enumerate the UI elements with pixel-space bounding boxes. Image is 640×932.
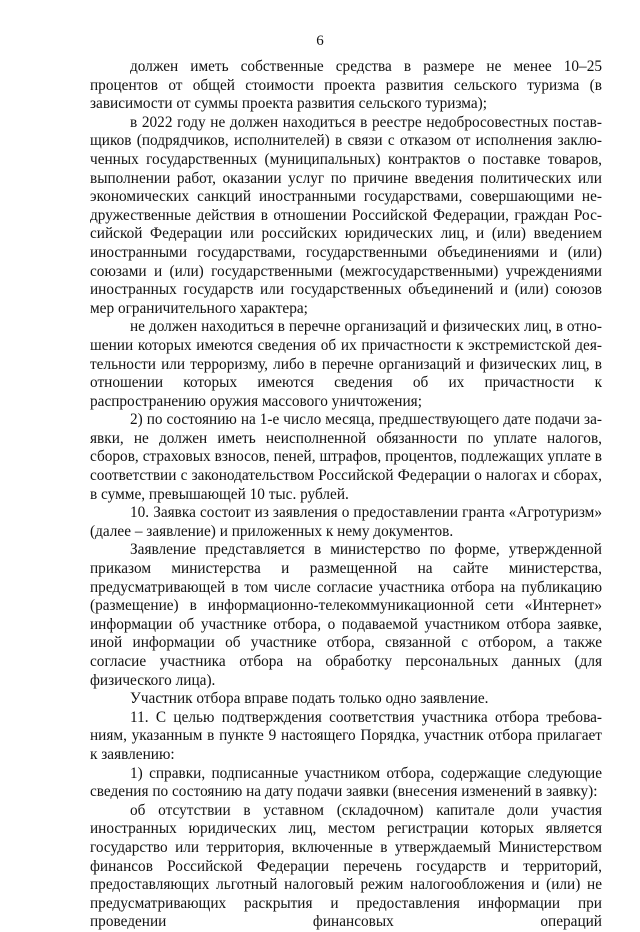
paragraph-tax-obligations: 2) по состоянию на 1-е число месяца, предшествующего дате подачи заявки, не должен иметь неисполненной обязанности по уплате налогов, сборов, страховых взносов, пеней, штрафов, процентов, подлежащих уплате в соответствии с законодательством Российской Федерации о налогах и сборах, в сумме, превышающей 10 тыс. рублей. [90,411,602,503]
paragraph-compliance-documents: 11. С целью подтверждения соответствия участника отбора требованиям, указанным в пункте 9 настоящего Порядка, участник отбора прилагает к заявлению: [90,708,602,763]
paragraph-application-form: Заявление представляется в министерство по форме, утвержденной приказом министерства и размещенной на сайте министерства, предусматривающей в том числе согласие участника отбора на публикацию (размещение) в информационно-телекоммуникационной сети «Интернет» информации об участнике отбора, о подаваемой участником отбора заявке, иной информации об участнике отбора, связанной с отбором, а также согласие участника отбора на обработку персональных данных (для физического лица). [90,541,602,689]
page-number: 6 [316,33,324,49]
paragraph-signed-certificates: 1) справки, подписанные участником отбора, содержащие следующие сведения по состоянию на дату подачи заявки (внесения изменений в заявку): [90,764,602,801]
paragraph-single-application: Участник отбора вправе подать только одно заявление. [130,690,489,708]
document-body [90,58,602,932]
paragraph-extremism-list: не должен находиться в перечне организаций и физических лиц, в отношении которых имеются сведения об их причастности к экстремистской деятельности или терроризму, либо в перечне организаций и физических лиц, в отношении которых имеются сведения об их причастности к распространению оружия массового уничтожения; [90,318,602,410]
paragraph-own-funds: должен иметь собственные средства в размере не менее 10–25 процентов от общей стоимости проекта развития сельского туризма (в зависимости от суммы проекта развития сельского туризма); [90,58,602,113]
paragraph-application-composition: 10. Заявка состоит из заявления о предоставлении гранта «Агротуризм» (далее – заявление) и приложенных к нему документов. [90,504,602,540]
paragraph-foreign-capital-absence: об отсутствии в уставном (складочном) капитале доли участия иностранных юридических лиц, местом регистрации которых является государство или территория, включенные в утверждаемый Министерством финансов Российской Федерации перечень государств и территорий, предоставляющих льготный налоговый режим налогообложения и (или) не предусматривающих раскрытия и предоставления информации при проведении финансовых операций [90,801,602,931]
paragraph-unscrupulous-suppliers-registry: в 2022 году не должен находиться в реестре недобросовестных поставщиков (подрядчиков, исполнителей) в связи с отказом от исполнения заключенных государственных (муниципальных) контрактов о поставке товаров, выполнении работ, оказании услуг по причине введения политических или экономических санкций иностранными государствами, совершающими недружественные действия в отношении Российской Федерации, граждан Российской Федерации или российских юридических лиц, и (или) введением иностранными государствами, государственными объединениями и (или) союзами и (или) государственными (межгосударственными) учреждениями иностранных государств или государственных объединений и (или) союзов мер ограничительного характера; [90,113,602,317]
